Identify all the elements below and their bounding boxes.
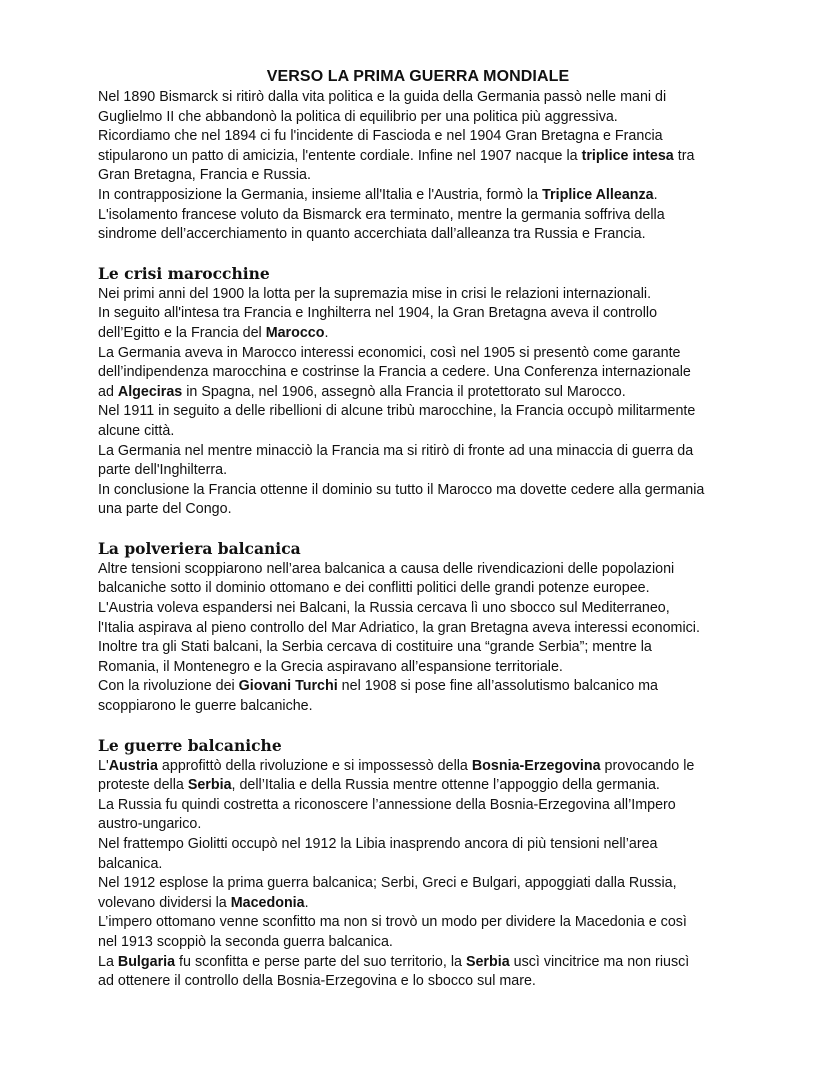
text-run: fu sconfitta e perse parte del suo territorio, la — [175, 953, 466, 970]
text-line — [98, 776, 738, 796]
text-run: In seguito all'intesa tra Francia e Inghilterra nel 1904, la Gran Bretagna aveva il controllo — [98, 305, 658, 322]
text-run: Gran Bretagna, Francia e Russia. — [98, 167, 311, 184]
page-title: VERSO LA PRIMA GUERRA MONDIALE — [266, 68, 570, 85]
text-line — [98, 422, 738, 442]
text-run: L'Austria voleva espandersi nei Balcani, la Russia cercava lì uno sbocco sul Mediterraneo, — [98, 600, 670, 617]
text-line — [98, 874, 738, 894]
text-run: Ricordiamo che nel 1894 ci fu l'incidente di Fascioda e nel 1904 Gran Bretagna e Francia — [98, 128, 663, 145]
text-run: dell’Egitto e la Francia del — [98, 324, 266, 341]
text-line — [98, 619, 738, 639]
text-line — [98, 697, 738, 717]
section-heading: Le crisi marocchine — [98, 263, 270, 283]
bold-term: Giovani Turchi — [238, 678, 338, 695]
text-line — [98, 344, 738, 364]
text-run: uscì vincitrice ma non riuscì — [509, 953, 690, 970]
text-line — [98, 285, 738, 305]
text-run: scoppiarono le guerre balcaniche. — [98, 698, 313, 715]
text-line — [98, 658, 738, 678]
section-polveriera-balcanica — [98, 538, 738, 717]
text-line — [98, 796, 738, 816]
bold-term: Bulgaria — [117, 953, 176, 970]
bold-term: Algeciras — [117, 383, 183, 400]
text-line — [98, 953, 738, 973]
text-run: In conclusione la Francia ottenne il dominio su tutto il Marocco ma dovette cedere alla germania — [98, 481, 705, 498]
text-line — [98, 108, 738, 128]
text-run: Romania, il Montenegro e la Grecia aspiravano all’espansione territoriale. — [98, 658, 563, 675]
text-line — [98, 933, 738, 953]
text-line — [98, 225, 738, 245]
text-run: ad ottenere il controllo della Bosnia-Erzegovina e lo sbocco sul mare. — [98, 973, 536, 990]
text-run: In contrapposizione la Germania, insieme all'Italia e l'Austria, formò la — [98, 186, 543, 203]
text-run: Nel 1912 esplose la prima guerra balcanica; Serbi, Greci e Bulgari, appoggiati dalla Russia, — [98, 875, 677, 892]
bold-term: triplice intesa — [581, 147, 674, 164]
text-line — [98, 638, 738, 658]
text-line — [98, 147, 738, 167]
text-run: una parte del Congo. — [98, 501, 232, 518]
text-line — [98, 972, 738, 992]
text-line — [98, 835, 738, 855]
text-line — [98, 324, 738, 344]
text-run: Con la rivoluzione dei — [98, 678, 239, 695]
text-run: nel 1908 si pose fine all’assolutismo balcanico ma — [337, 678, 658, 695]
text-run: l'Italia aspirava al pieno controllo del Mar Adriatico, la gran Bretagna aveva interessi economici. — [98, 619, 700, 636]
section-heading: Le guerre balcaniche — [98, 735, 282, 755]
text-run: La Germania nel mentre minacciò la Francia ma si ritirò di fronte ad una minaccia di guerra da — [98, 442, 694, 459]
document-page — [98, 66, 738, 992]
text-line — [98, 88, 738, 108]
text-run: L’impero ottomano venne sconfitto ma non si trovò un modo per dividere la Macedonia e così — [98, 914, 687, 931]
bold-term: Serbia — [465, 953, 510, 970]
text-run: sindrome dell’accerchiamento in quanto accerchiata dall’alleanza tra Russia e Francia. — [98, 226, 646, 243]
text-run: Nei primi anni del 1900 la lotta per la supremazia mise in crisi le relazioni internazionali. — [98, 285, 652, 302]
text-run: . — [324, 324, 329, 341]
text-run: La Germania aveva in Marocco interessi economici, così nel 1905 si presentò come garante — [98, 344, 681, 361]
text-line — [98, 757, 738, 777]
intro-block — [98, 88, 738, 245]
text-run: balcaniche sotto il dominio ottomano e dei conflitti politici delle grandi potenze europee. — [98, 580, 650, 597]
text-line — [98, 383, 738, 403]
section-guerre-balcaniche — [98, 735, 738, 992]
text-line — [98, 461, 738, 481]
text-line — [98, 442, 738, 462]
text-line — [98, 186, 738, 206]
text-run: Nel 1911 in seguito a delle ribellioni di alcune tribù marocchine, la Francia occupò militarmente — [98, 403, 696, 420]
text-run: La — [98, 953, 118, 970]
text-run: , dell’Italia e della Russia mentre ottenne l’appoggio della germania. — [231, 777, 660, 794]
section-crisi-marocchine — [98, 263, 738, 520]
text-line — [98, 127, 738, 147]
text-line — [98, 481, 738, 501]
text-run: in Spagna, nel 1906, assegnò alla Francia il protettorato sul Marocco. — [182, 383, 626, 400]
text-run: . — [653, 186, 658, 203]
text-run: stipularono un patto di amicizia, l'entente cordiale. Infine nel 1907 nacque la — [98, 147, 582, 164]
bold-term: Austria — [108, 757, 158, 774]
text-line — [98, 206, 738, 226]
section-body — [98, 757, 738, 992]
bold-term: Macedonia — [230, 894, 305, 911]
text-run: . — [304, 894, 309, 911]
text-run: Nel frattempo Giolitti occupò nel 1912 la Libia inasprendo ancora di più tensioni nell’area — [98, 836, 658, 852]
text-run: provocando le — [600, 757, 695, 774]
text-run: Inoltre tra gli Stati balcani, la Serbia cercava di costituire una “grande Serbia”; mentre la — [98, 639, 652, 656]
text-run: L' — [98, 757, 109, 774]
text-run: balcanica. — [98, 855, 163, 872]
bold-term: Marocco — [265, 324, 325, 341]
text-line — [98, 855, 738, 875]
text-run: parte dell'Inghilterra. — [98, 462, 228, 479]
bold-term: Triplice Alleanza — [542, 186, 654, 203]
text-run: La Russia fu quindi costretta a riconoscere l’annessione della Bosnia-Erzegovina all’Impero — [98, 796, 676, 813]
text-run: austro-ungarico. — [98, 816, 202, 833]
text-line — [98, 166, 738, 186]
text-run: alcune città. — [98, 422, 175, 439]
bold-term: Serbia — [187, 777, 232, 794]
text-run: Guglielmo II che abbandonò la politica di equilibrio per una politica più aggressiva. — [98, 108, 618, 125]
text-line — [98, 677, 738, 697]
text-line — [98, 894, 738, 914]
text-line — [98, 304, 738, 324]
text-run: approfittò della rivoluzione e si impossessò della — [157, 757, 472, 774]
section-heading: La polveriera balcanica — [98, 538, 301, 558]
text-line — [98, 815, 738, 835]
text-run: L'isolamento francese voluto da Bismarck era terminato, mentre la germania soffriva della — [98, 206, 665, 223]
text-line — [98, 500, 738, 520]
text-run: volevano dividersi la — [98, 894, 231, 911]
text-run: Altre tensioni scoppiarono nell’area balcanica a causa delle rivendicazioni delle popolazioni — [98, 560, 675, 577]
text-run: dell’indipendenza marocchina e costrinse la Francia a cedere. Una Conferenza internazionale — [98, 364, 691, 381]
section-body — [98, 560, 738, 717]
text-line — [98, 579, 738, 599]
text-line — [98, 560, 738, 580]
text-run: ad — [98, 383, 118, 400]
section-body — [98, 285, 738, 520]
text-run: tra — [673, 147, 695, 164]
text-run: proteste della — [98, 777, 188, 794]
text-run: Nel 1890 Bismarck si ritirò dalla vita politica e la guida della Germania passò nelle mani di — [98, 89, 667, 105]
text-line — [98, 402, 738, 422]
text-line — [98, 599, 738, 619]
text-run: nel 1913 scoppiò la seconda guerra balcanica. — [98, 933, 393, 950]
bold-term: Bosnia-Erzegovina — [471, 757, 601, 774]
text-line — [98, 363, 738, 383]
text-line — [98, 913, 738, 933]
